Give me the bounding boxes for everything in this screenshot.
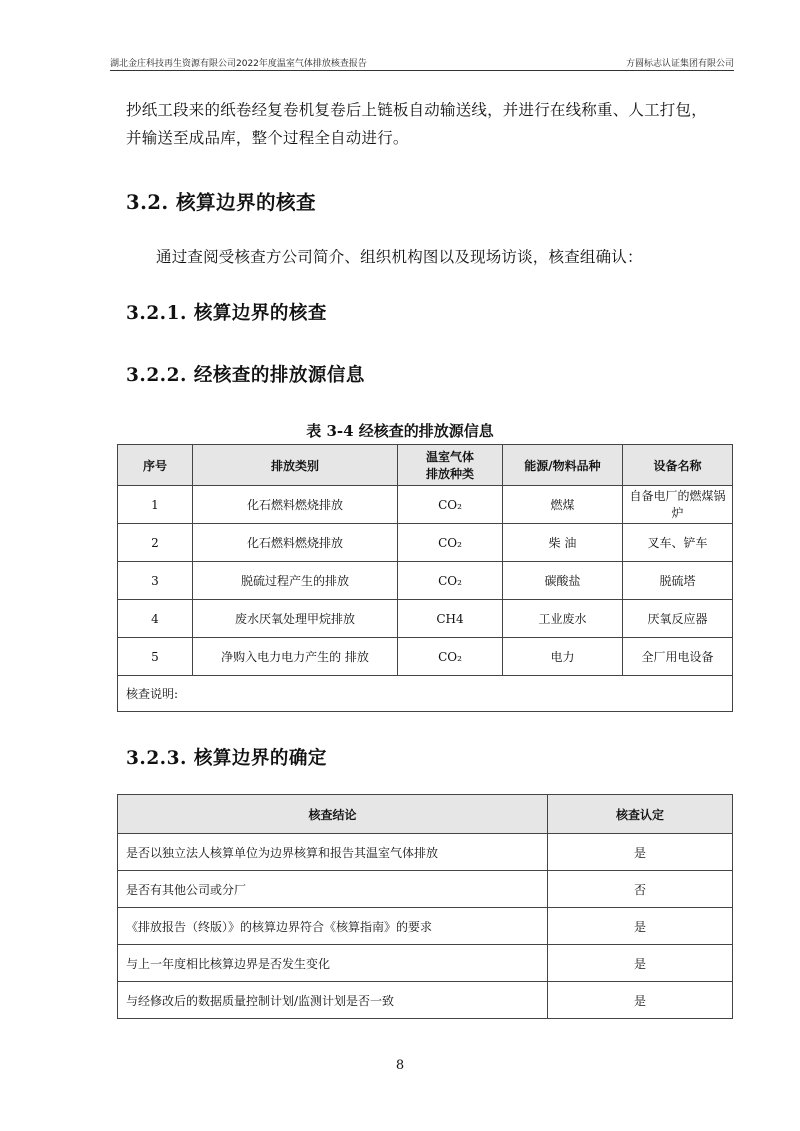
cell-energy: 工业废水 <box>503 600 623 638</box>
table-row <box>118 600 733 638</box>
header-company-name: 方圆标志认证集团有限公司 <box>625 59 734 69</box>
cell-conclusion: 《排放报告（终版）》的核算边界符合《核算指南》的要求 <box>118 908 548 945</box>
cell-equipment: 厌氧反应器 <box>623 600 733 638</box>
emission-sources-table <box>117 444 733 712</box>
cell-determination: 否 <box>548 871 733 908</box>
cell-equipment: 脱硫塔 <box>623 562 733 600</box>
table-row <box>118 982 733 1019</box>
header-equipment: 设备名称 <box>623 445 733 486</box>
section-3-2-3-heading: 3.2.3. 核算边界的确定 <box>126 748 327 769</box>
header-gas-line-1: 温室气体 <box>425 450 474 464</box>
table-row <box>118 908 733 945</box>
header-energy: 能源/物料品种 <box>503 445 623 486</box>
cell-energy: 电力 <box>503 638 623 676</box>
intro-line-2: 并输送至成品库，整个过程全自动进行。 <box>126 129 409 147</box>
cell-energy: 燃煤 <box>503 486 623 524</box>
cell-determination: 是 <box>548 945 733 982</box>
header-report-title: 湖北金庄科技再生资源有限公司2022年度温室气体排放核查报告 <box>110 59 367 69</box>
cell-conclusion: 与经修改后的数据质量控制计划/监测计划是否一致 <box>118 982 548 1019</box>
table-row <box>118 562 733 600</box>
cell-determination: 是 <box>548 834 733 871</box>
table-row <box>118 945 733 982</box>
section-3-2-paragraph <box>126 243 734 271</box>
table-header-row <box>118 445 733 486</box>
cell-seq: 2 <box>118 524 193 562</box>
header-gas <box>398 445 503 486</box>
cell-gas: CH4 <box>398 600 503 638</box>
cell-conclusion: 与上一年度相比核算边界是否发生变化 <box>118 945 548 982</box>
page-number: 8 <box>395 1058 405 1073</box>
header-divider <box>110 70 734 71</box>
cell-equipment: 自备电厂的燃煤锅炉 <box>623 486 733 524</box>
cell-gas: CO₂ <box>398 638 503 676</box>
cell-conclusion: 是否以独立法人核算单位为边界核算和报告其温室气体排放 <box>118 834 548 871</box>
cell-seq: 4 <box>118 600 193 638</box>
cell-category: 化石燃料燃烧排放 <box>193 524 398 562</box>
cell-seq: 1 <box>118 486 193 524</box>
section-3-2-1-heading: 3.2.1. 核算边界的核查 <box>126 303 327 324</box>
table-row <box>118 486 733 524</box>
intro-line-1: 抄纸工段来的纸卷经复卷机复卷后上链板自动输送线，并进行在线称重、人工打包， <box>126 101 707 119</box>
cell-category: 废水厌氧处理甲烷排放 <box>193 600 398 638</box>
cell-gas: CO₂ <box>398 562 503 600</box>
cell-equipment: 全厂用电设备 <box>623 638 733 676</box>
table-row <box>118 524 733 562</box>
intro-paragraph <box>126 96 734 152</box>
header-gas-line-2: 排放种类 <box>425 467 474 481</box>
cell-category: 化石燃料燃烧排放 <box>193 486 398 524</box>
table-row <box>118 871 733 908</box>
cell-gas: CO₂ <box>398 524 503 562</box>
cell-energy: 碳酸盐 <box>503 562 623 600</box>
section-3-2-text: 通过查阅受核查方公司简介、组织机构图以及现场访谈，核查组确认： <box>156 248 643 266</box>
cell-gas: CO₂ <box>398 486 503 524</box>
cell-seq: 3 <box>118 562 193 600</box>
boundary-determination-table <box>117 794 733 1019</box>
section-3-2-heading: 3.2. 核算边界的核查 <box>126 191 317 214</box>
table-3-4-caption: 表 3-4 经核查的排放源信息 <box>306 422 494 440</box>
header-conclusion: 核查结论 <box>118 795 548 834</box>
header-determination: 核查认定 <box>548 795 733 834</box>
verification-note: 核查说明: <box>118 676 733 712</box>
table-row <box>118 834 733 871</box>
table-row <box>118 638 733 676</box>
table-header-row <box>118 795 733 834</box>
cell-category: 脱硫过程产生的排放 <box>193 562 398 600</box>
cell-seq: 5 <box>118 638 193 676</box>
cell-energy: 柴 油 <box>503 524 623 562</box>
header-category: 排放类别 <box>193 445 398 486</box>
cell-conclusion: 是否有其他公司或分厂 <box>118 871 548 908</box>
table-note-row <box>118 676 733 712</box>
cell-equipment: 叉车、铲车 <box>623 524 733 562</box>
header-seq: 序号 <box>118 445 193 486</box>
section-3-2-2-heading: 3.2.2. 经核查的排放源信息 <box>126 365 365 386</box>
cell-determination: 是 <box>548 908 733 945</box>
cell-category: 净购入电力电力产生的 排放 <box>193 638 398 676</box>
cell-determination: 是 <box>548 982 733 1019</box>
